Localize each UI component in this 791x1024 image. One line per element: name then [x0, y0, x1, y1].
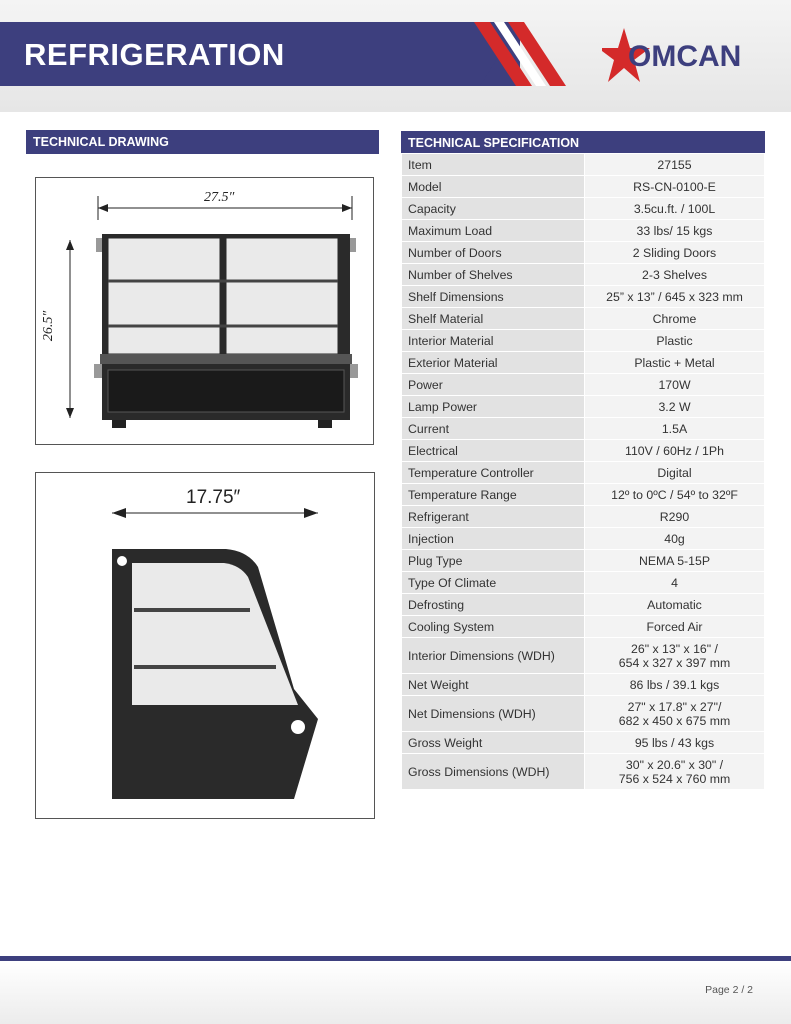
spec-label: Cooling System — [402, 616, 585, 638]
side-depth-label: 17.75″ — [186, 487, 241, 508]
spec-value: Digital — [585, 462, 765, 484]
spec-value: 4 — [585, 572, 765, 594]
side-view-box — [35, 472, 375, 819]
spec-value: 40g — [585, 528, 765, 550]
decorative-stripes — [470, 22, 570, 86]
spec-row — [402, 198, 765, 220]
front-view-box — [35, 177, 374, 445]
spec-label: Shelf Dimensions — [402, 286, 585, 308]
spec-value: Plastic + Metal — [585, 352, 765, 374]
spec-value: 3.5cu.ft. / 100L — [585, 198, 765, 220]
spec-row — [402, 616, 765, 638]
spec-row — [402, 286, 765, 308]
spec-row — [402, 396, 765, 418]
front-view-drawing — [36, 178, 373, 444]
spec-label: Power — [402, 374, 585, 396]
spec-value: Plastic — [585, 330, 765, 352]
spec-value: 86 lbs / 39.1 kgs — [585, 674, 765, 696]
spec-row — [402, 154, 765, 176]
footer-background — [0, 961, 791, 1024]
spec-value: Automatic — [585, 594, 765, 616]
spec-row — [402, 594, 765, 616]
spec-label: Gross Weight — [402, 732, 585, 754]
spec-heading: TECHNICAL SPECIFICATION — [401, 131, 765, 155]
spec-row — [402, 754, 765, 790]
spec-value: 25” x 13” / 645 x 323 mm — [585, 286, 765, 308]
spec-value — [585, 696, 765, 732]
spec-value: RS-CN-0100-E — [585, 176, 765, 198]
spec-row — [402, 550, 765, 572]
spec-label: Maximum Load — [402, 220, 585, 242]
page-title: REFRIGERATION — [24, 37, 285, 72]
spec-label: Item — [402, 154, 585, 176]
spec-label: Electrical — [402, 440, 585, 462]
spec-value: NEMA 5-15P — [585, 550, 765, 572]
spec-value: 1.5A — [585, 418, 765, 440]
spec-label: Temperature Range — [402, 484, 585, 506]
spec-label: Interior Material — [402, 330, 585, 352]
spec-value: 3.2 W — [585, 396, 765, 418]
spec-row — [402, 308, 765, 330]
spec-value-line2: 756 x 524 x 760 mm — [618, 771, 731, 786]
spec-value-line1: 26" x 13" x 16" / — [631, 641, 718, 656]
spec-row — [402, 462, 765, 484]
spec-label: Net Dimensions (WDH) — [402, 696, 585, 732]
spec-value: 95 lbs / 43 kgs — [585, 732, 765, 754]
spec-value-line1: 30" x 20.6" x 30" / — [625, 757, 724, 772]
spec-label: Gross Dimensions (WDH) — [402, 754, 585, 790]
spec-label: Current — [402, 418, 585, 440]
spec-value: 33 lbs/ 15 kgs — [585, 220, 765, 242]
spec-label: Number of Shelves — [402, 264, 585, 286]
spec-row — [402, 638, 765, 674]
spec-value: 170W — [585, 374, 765, 396]
spec-value: 27155 — [585, 154, 765, 176]
spec-row — [402, 572, 765, 594]
spec-label: Defrosting — [402, 594, 585, 616]
spec-row — [402, 528, 765, 550]
drawing-heading: TECHNICAL DRAWING — [26, 130, 379, 154]
spec-label: Lamp Power — [402, 396, 585, 418]
spec-value: 2-3 Shelves — [585, 264, 765, 286]
spec-value — [585, 754, 765, 790]
spec-row — [402, 484, 765, 506]
spec-label: Shelf Material — [402, 308, 585, 330]
spec-label: Net Weight — [402, 674, 585, 696]
spec-label: Number of Doors — [402, 242, 585, 264]
spec-label: Injection — [402, 528, 585, 550]
spec-label: Type Of Climate — [402, 572, 585, 594]
side-view-drawing — [36, 473, 374, 818]
spec-value-line2: 682 x 450 x 675 mm — [618, 713, 731, 728]
spec-label: Exterior Material — [402, 352, 585, 374]
front-height-label: 26.5″ — [41, 310, 57, 342]
spec-row — [402, 264, 765, 286]
page-number: Page 2 / 2 — [705, 984, 753, 996]
spec-table — [401, 153, 765, 790]
spec-label: Refrigerant — [402, 506, 585, 528]
spec-row — [402, 732, 765, 754]
spec-row — [402, 330, 765, 352]
spec-value: Chrome — [585, 308, 765, 330]
logo-text: OMCAN — [628, 40, 742, 73]
spec-row — [402, 440, 765, 462]
spec-row — [402, 696, 765, 732]
spec-value: 2 Sliding Doors — [585, 242, 765, 264]
spec-row — [402, 242, 765, 264]
spec-label: Temperature Controller — [402, 462, 585, 484]
spec-value: Forced Air — [585, 616, 765, 638]
spec-row — [402, 374, 765, 396]
spec-value — [585, 638, 765, 674]
spec-label: Capacity — [402, 198, 585, 220]
spec-label: Interior Dimensions (WDH) — [402, 638, 585, 674]
spec-row — [402, 674, 765, 696]
spec-value-line1: 27" x 17.8" x 27"/ — [627, 699, 722, 714]
spec-row — [402, 418, 765, 440]
spec-value: 110V / 60Hz / 1Ph — [585, 440, 765, 462]
spec-row — [402, 176, 765, 198]
spec-row — [402, 506, 765, 528]
spec-row — [402, 220, 765, 242]
spec-value: 12º to 0ºC / 54º to 32ºF — [585, 484, 765, 506]
spec-label: Plug Type — [402, 550, 585, 572]
spec-label: Model — [402, 176, 585, 198]
spec-value-line2: 654 x 327 x 397 mm — [618, 655, 731, 670]
spec-value: R290 — [585, 506, 765, 528]
spec-row — [402, 352, 765, 374]
front-width-label: 27.5″ — [204, 190, 235, 205]
